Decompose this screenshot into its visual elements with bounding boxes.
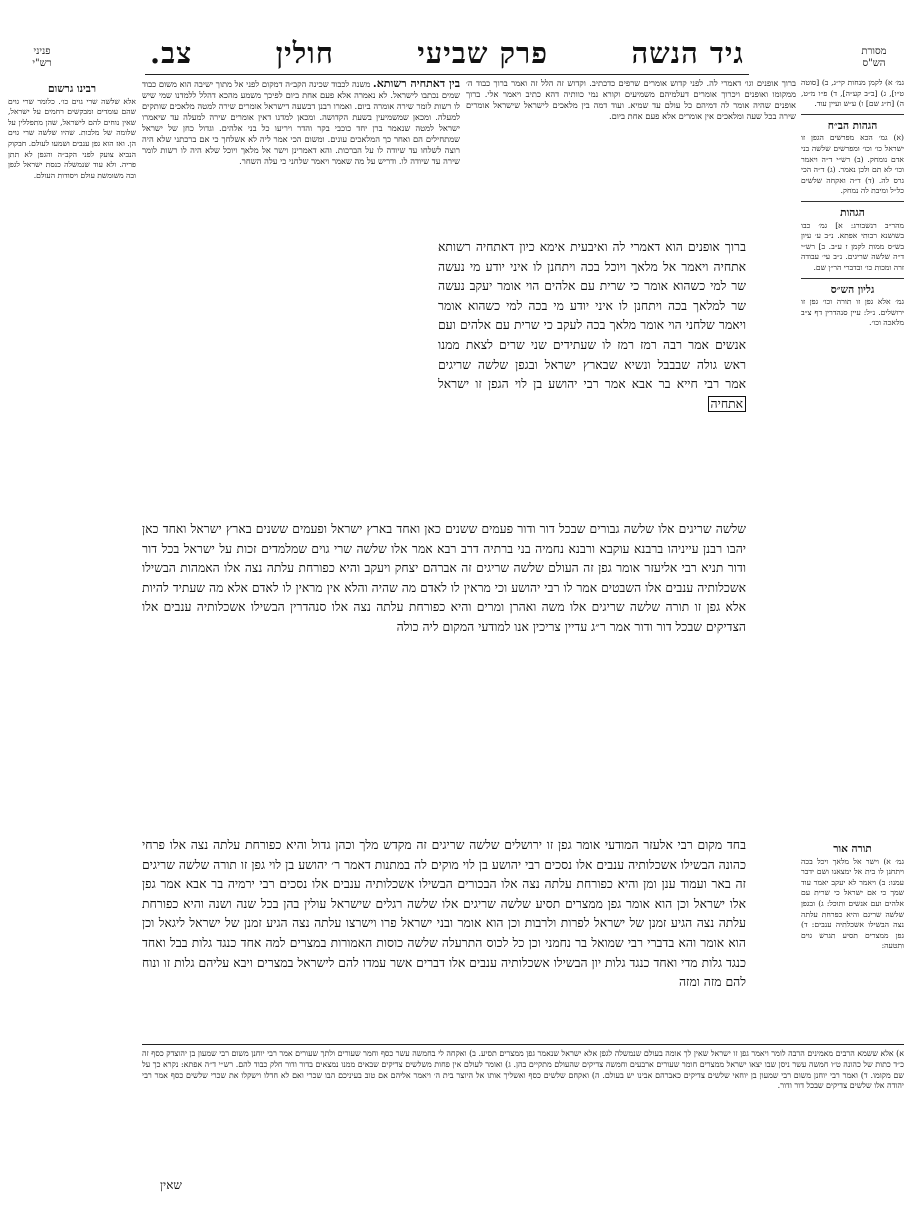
gilyon-text: גמ׳ אלא גפן זו תורה וכו׳ גפן זו ירושלים. נ״ל: עיין סנהדרין דף צ״ב מלאכה וכו׳. — [801, 297, 904, 328]
divider — [801, 278, 904, 279]
gemara-text-3: בחד מקום רבי אלעזר המודעי אומר גפן זו ירושלים שלשה שריגים זה מקדש מלך וכהן גדול והיא כפורחת עלתה נצה אלו פרחי כהונה הבשילו אשכלותיה ענבים אלו נסכים רבי יהושע בן לוי מוקים לה במתנות דאמר ר׳ יהושע בן לוי גפן זו תורה שלשה שריגים זה באר ועמוד ענן ומן והיא כפורחת עלתה נצה אלו הבכורים הבשילו אשכלותיה ענבים אלו נסכים רבי ירמיה בר אבא אמר גפן אלו ישראל וכן הוא אומר גפן ממצרים תסיע שלשה שריגים אלו שלשה רגלים שישראל עולין בהן בכל שנה ושנה והיא כפורחת עלתה נצה הגיע זמנן של ישראל לפרות ולרבות וכן הוא אומר ובני ישראל פרו וישרצו עלתה נצה הגיע זמנן של ישראל ליגאל וכן הוא אומר והא בדברי רבי שמואל בר נחמני וכן כל לכוס התרעלה שלשה כוסות האמורות במצרים למה אחד כנגד גלות בבל ואחד כנגד גלות מדי ואחד כנגד גלות יון הבשילו אשכלותיה ענבים אלו דברים אשר עמדו להם לישראל במצרים ויבא עליהם גלות זו ונוח להם מזה ומזה — [142, 838, 746, 990]
pninei-rashi-label: פניני רש"י — [32, 46, 52, 69]
masoret-text: גמ׳ א) לקמן מנחות קי״ג, ב) [סוטה ט״ו], ג) [ב״ב קע״ה], ד) פ״ו מ״ט, ה) [ח״ג שם] ו) ע״ש ועיין עוד. — [801, 78, 904, 109]
page-header — [0, 6, 914, 68]
tractate-name: חולין — [275, 36, 334, 70]
hagahot2-text: מהר״ב רנשבורג: א] גמ׳ כבו בשושנא רבותי אפתא. נ״ב ע׳ עיון בש״ס ממות לקמן ז ע״ב. ב] רש״י ד״ה שלשה שריגים. נ״ב עי׳ עבודה זרה ומכות כו׳ ובדברי הר״ן שם. — [801, 220, 904, 272]
bottom-commentary — [142, 1044, 904, 1199]
rabbeinu-gershom-title: רבינו גרשום — [47, 83, 97, 95]
tosafot-heading: בין דאתחיה רשותא. — [372, 78, 460, 90]
chapter-name: גיד הנשה — [631, 36, 744, 70]
side-margin-right — [801, 78, 904, 838]
hagahot-text: (א) גמ׳ הכא מפרשים הגפן זו ישראל כו׳ וכו׳ ומפרשים שלשה בני אדם נומחק. (ב) רש״י ד״ה ויאמר וכו׳ לא תם ולכן נאמר. (ג) ד״ה הכי גרס לה. (ד) ד״ה ואקחה שלשים כל״ל ומיבת לה נמחק. — [801, 133, 904, 196]
chapter-number: פרק שביעי — [417, 36, 549, 70]
gemara-text-block-wide — [142, 520, 746, 836]
gemara-text-2: שלשה שריגים אלו שלשה גבורים שבכל דור ודור פעמים ששנים כאן ואחד בארץ ישראל ופעמים ששנים בארץ ישראל ואחד כאן יהבו רבנן עייניהו ברבנא עוקבא ורבנא נחמיה בני ברתיה דרב רבא אמר אלו שלשה שרי גוים שמלמדים זכות על ישראל בכל דור ודור תניא רבי אליעזר אומר גפן זה העולם שלשה שריגים זה אברהם יצחק ויעקב והיא כפורחת עלתה נצה אלו האמהות הבשילו אשכלותיה ענבים אלו השבטים אמר לו רבי יהושע וכי מראין לו לאדם מה שהיה והלא אין מראין לו לאדם אלא מה שעתיד להיות אלא גפן זו תורה שלשה שריגים אלו משה ואהרן ומרים והיא כפורחת עלתה נצה אלו סנהדרין הבשילו אשכלותיה ענבים אלו הצדיקים שבכל דור ודור אמר ר״ג עדיין צריכין אנו למודעי המקום ליה כולה — [142, 522, 746, 634]
gilyon-title: גליון הש״ס — [830, 283, 875, 296]
torah-or-margin — [801, 838, 904, 1038]
torah-or-title: תורה אור — [833, 843, 872, 855]
rashi-commentary — [466, 78, 796, 238]
page-title — [150, 36, 744, 71]
bottom-commentary-text: א) אלא ששמא הרבים מאמינים הרבה לומר ויאמר גפן זו ישראל שאין לך אומה בעולם שנמשלה לגפן אלא ישראל שנאמר גפן ממצרים תסיע. ב) ואקחה לי בחמשה עשר כסף וחמר שעורים ולתך שעורים אמר רבי יוחנן משום רבי שמעון בן יהוצדק כסף זה כ״ד כתות של כהונה ט״ו חמשה עשר ניסן שבו יצאו ישראל ממצרים חומר שעורים ארבעים וחמשה צדיקים שהעולם מתקיים בהן. ג) ואומר לעולם אין פחות משלשים צדיקים שבאים ממנו נמצאים בדור ודור חלק כבוד להם. רש״י ד״ה אפתא: נקרא כך על שם מקומו. ד) ואמר רבי יוחנן משום רבי שמעון בן יוחאי שלשים צדיקים כאברהם אבינו יש בעולם. ה) ואקחם שלשים כסף ואשליך אותו אל היוצר בית ה׳ ויאמר אליהם אם טוב בעיניכם הבו שכרי ואם לא חדלו וישקלו את שכרי שלשים כסף אמר רבי יהודה אלו שלשים צדיקים שבכל דור ודור. — [142, 1049, 904, 1091]
divider — [801, 114, 904, 115]
catchword: שאין — [160, 1178, 182, 1192]
rashi-text: ברוך אופנים וגו׳ דאמרי לה. לפני קדוש אומרים שרפים כדכתיב. וקדוש זה הלל זה ואמר ברוך כבוד ה׳ ממקומו ואופנים ויכרוך אומרים דעלמיהם משמיעים וקורא נמי כוותיה דהא כתיב ויאמר אלי. ברוך אופנים שהיה אומר לה דמיהם כל עולם עד שמיא. ועוד דמה בין מלאכים לישראל שישראל אומרים שירה בכל שעה ומלאכים אין אומרים אלא פעם אחת ביום. — [466, 78, 796, 121]
gemara-text-block — [438, 238, 746, 500]
hagahot2-title: הגהות — [840, 206, 865, 219]
divider — [801, 201, 904, 202]
side-margin-left — [8, 78, 136, 408]
tosafot-text: משנה לכבוד שכינה הקב״ה דמקום לפני אל מתוך ישיבה הוא משום כבוד שמים נכתבו לישראל. לא נאמרה אלא פעם אחת ביום לפיכך משמע מהכא דהלל ללמדנו שמי שיש לו רשות לומר שירה אומרה ביום. ואמרו רבנן דבשעה דישראל אומרים שירה למטה מלאכים שותקים למעלה. ומכאן שמשמיעין בשעת הקדושה. ומכאן למדנו דאין אומרים שירה למעלה עד שיאמרו ישראל למטה שנאמר ברן יחד כוכבי בקר והדר ויריעו כל בני אלהים. וגדול כחן של ישראל שמתחילים הם ואחר כך המלאכים עונים. ומשום הכי אמר ליה לא אשלחך כי אם ברכתני שלא היה רוצה לשלחו עד שיודה לו על הברכות. והא דאמרינן וישר אל מלאך ויוכל שלא היה לו רשות לומר שירה עד שיודה לו. ודריש על מה שאמר ויאמר שלחני כי עלה השחר. — [142, 79, 460, 166]
masoret-hashas-label: מסורת הש"ס — [861, 46, 887, 69]
gemara-text-1: ברוך אופנים הוא דאמרי לה ואיבעית אימא כיון דאתחיה רשותא אתחיה ויאמר אל מלאך ויוכל בכה ויתחנן לו איני יודע מי נעשה שר למי כשהוא אומר כי שרית עם אלהים הוי אומר יעקב נעשה שר למלאך בכה ויתחנן לו איני יודע מי בכה למי כשהוא אומר ויאמר שלחני הוי אומר מלאך בכה לעקב כי שרית עם אלהים ועם אנשים אמר רבה רמז רמז לו שעתידים שני שרים לצאת ממנו ראש גולה שבבבל ונשיא שבארץ ישראל ובגפן שלשה שריגים אמר רבי חייא בר אבא אמר רבי יהושע בן לוי הגפן זו ישראל — [438, 240, 746, 392]
highlighted-word: אתחיה — [708, 396, 746, 412]
hagahot-title: הגהות הב״ח — [827, 119, 878, 132]
rabbeinu-gershom-text: אלא שלשה שרי גוים כו׳. כלומר שרי גוים שהם עומדים ומבקשים רחמים על ישראל, שאין נוחים להם לישראל, שהן מתפללין על שלומה של מלכות. שהיו שלשה שרי גוים הן. ואז הוא גפן ענבים ושמעו לעולם. חבקוק הנביא צועק לפני הקב״ה והגפן לא תתן פריה. ולא עוד שנמשלה כנסת ישראל לגפן ובה משומשת עולם ויסודות העולם. — [8, 96, 136, 180]
page-number: צב. — [150, 36, 193, 70]
torah-or-text: גמ׳ א) וישר אל מלאך ויכל בכה ויתחנן לו בית אל ימצאנו ושם ידבר עמנו: ב) ויאמר לא יעקב יאמר עוד שמך כי אם ישראל כי שרית עם אלהים ועם אנשים ותוכל: ג) ובגפן שלשה שריגם והיא כפרחת עלתה נצה הבשילו אשכלתיה ענבים: ד) גפן ממצרים תסיע תגרש גוים ותטעה: — [801, 856, 904, 951]
tosafot-commentary — [142, 78, 460, 518]
gemara-text-block-wide-2 — [142, 836, 746, 1042]
header-divider — [145, 74, 749, 75]
